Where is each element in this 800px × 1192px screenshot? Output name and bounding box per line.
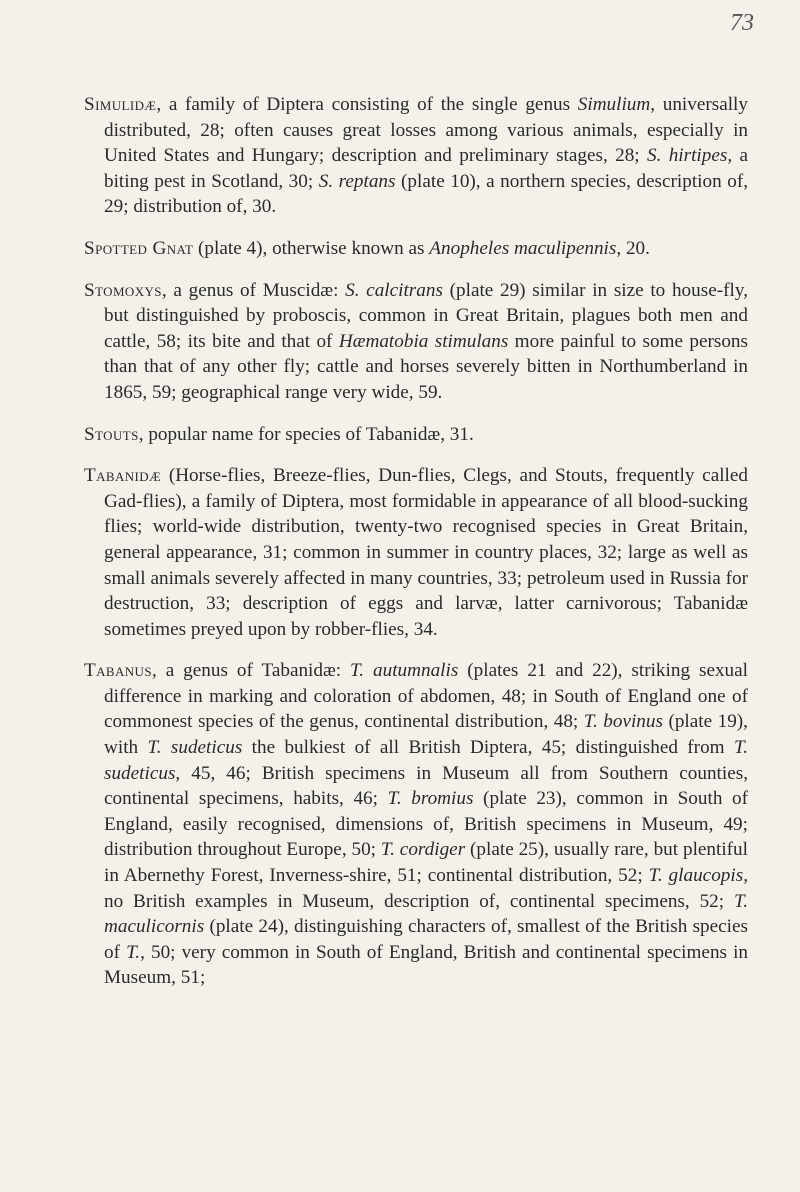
entry-heading: Tabanidæ	[84, 465, 162, 487]
species-name: Hæmatobia stimulans	[338, 330, 509, 352]
entry-text: the bulkiest of all British Diptera, 45; distinguished from	[242, 737, 734, 759]
entry-text: (Horse-flies, Breeze-flies, Dun-flies, Clegs, and Stouts, frequently called Gad-flies), a family of Diptera, most formidable in appearance of all blood-sucking flies; world-wide distribution, twenty-two recognised species in Great Britain, general appearance, 31; common in summer in country places, 32; large as well as small animals severely affected in many countries, 33; petroleum used in Russia for destruction, 33; description of eggs and larvæ, latter carnivorous; Tabanidæ sometimes preyed upon by robber-flies, 34.	[104, 465, 748, 640]
entry-text: , a genus of Tabanidæ:	[151, 660, 351, 682]
entry-heading: Stouts	[84, 423, 139, 445]
entry-text: , 50; very common in South of England, British and continental specimens in Museum, 51;	[104, 941, 749, 989]
entry-text: , a biting pest in Scotland, 30;	[104, 145, 748, 192]
entry-text: , a genus of Muscidæ:	[161, 279, 346, 301]
entry-heading: Spotted Gnat	[84, 237, 194, 259]
species-name: Anopheles maculipennis	[429, 237, 617, 259]
index-entries	[84, 92, 748, 1007]
species-name: T. autumnalis	[350, 660, 459, 682]
entry-text: , 45, 46; British specimens in Museum all from Southern counties, continental specimens, habits, 46;	[104, 762, 748, 810]
entry-text: (plate 10), a northern species, description of, 29; distribution of, 30.	[104, 170, 749, 218]
entry-text: (plate 4), otherwise known as	[193, 237, 430, 259]
entry-text: (plates 21 and 22), striking sexual difference in marking and coloration of abdomen, 48; in South of England one of commonest species of the genus, continental distribution, 48;	[104, 660, 748, 733]
species-name: T. bromius	[387, 788, 474, 810]
entry-text: , 20.	[616, 237, 650, 259]
species-name: T. sudeticus	[147, 737, 243, 759]
entry-text: (plate 29) similar in size to house-fly, but distinguished by proboscis, common in Great Britain, plagues both men and cattle, 58; its bite and that of	[104, 279, 748, 352]
species-name: T. cordiger	[380, 839, 466, 861]
species-name: S. hirtipes	[646, 145, 728, 167]
species-name: T.	[126, 941, 141, 963]
species-name: Simulium	[577, 94, 651, 115]
entry-text: more painful to some persons than that of any other fly; cattle and horses severely bitten in Northumberland in 1865, 59; geographical range very wide, 59.	[104, 330, 748, 403]
index-entry-tabanidae	[84, 463, 748, 642]
entry-text: (plate 24), distinguishing characters of, smallest of the British species of	[104, 916, 748, 963]
species-name: T. sudeticus	[104, 737, 748, 784]
entry-text: (plate 25), usually rare, but plentiful in Abernethy Forest, Inverness-shire, 51; continental distribution, 52;	[104, 839, 748, 887]
species-name: T. maculicornis	[104, 890, 748, 938]
index-entry-spotted-gnat	[84, 236, 748, 262]
entry-text: , a family of Diptera consisting of the single genus	[156, 94, 578, 115]
entry-text: (plate 19), with	[104, 711, 748, 759]
species-name: S. calcitrans	[345, 279, 443, 301]
index-entry-tabanus	[84, 658, 748, 991]
species-name: T. bovinus	[583, 711, 663, 733]
index-entry-stomoxys	[84, 278, 748, 406]
index-entry-simulidae	[84, 92, 748, 220]
species-name: T. glaucopis	[648, 865, 744, 887]
entry-text: , popular name for species of Tabanidæ, 31.	[138, 423, 474, 445]
entry-heading: Simulidæ	[84, 94, 157, 115]
species-name: S. reptans	[318, 170, 396, 192]
entry-text: , no British examples in Museum, description of, continental specimens, 52;	[104, 865, 748, 912]
entry-text: (plate 23), common in South of England, easily recognised, dimensions of, British specimens in Museum, 49; distribution throughout Europe, 50;	[104, 788, 749, 861]
entry-text: , universally distributed, 28; often causes great losses among various animals, especially in United States and Hungary; description and preliminary stages, 28;	[104, 94, 748, 167]
index-entry-stouts	[84, 422, 748, 448]
page-number: 73	[730, 10, 754, 36]
entry-heading: Stomoxys	[84, 279, 162, 301]
entry-heading: Tabanus	[84, 660, 152, 682]
